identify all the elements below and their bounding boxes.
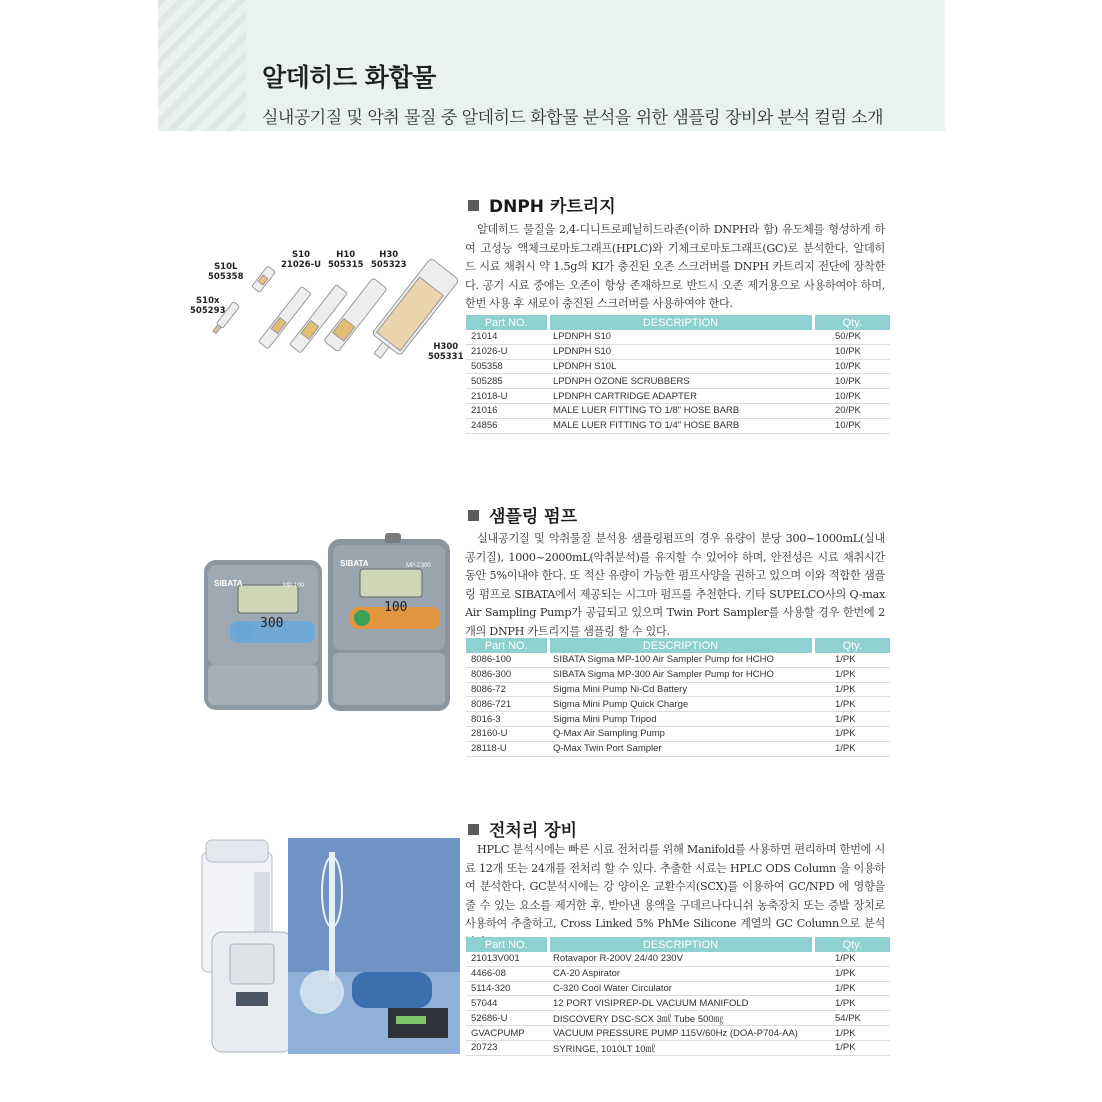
cell-qty: 1/PK xyxy=(813,981,890,996)
cell-desc: Q-Max Air Sampling Pump xyxy=(548,726,813,741)
table-row xyxy=(466,389,890,404)
cell-part: 21013V001 xyxy=(466,952,548,966)
cell-part: 505285 xyxy=(466,374,548,389)
cell-desc: MALE LUER FITTING TO 1/8" HOSE BARB xyxy=(548,403,813,418)
table-row xyxy=(466,653,890,667)
cell-part: 8086-721 xyxy=(466,697,548,712)
cell-desc: 12 PORT VISIPREP-DL VACUUM MANIFOLD xyxy=(548,996,813,1011)
cell-qty: 10/PK xyxy=(813,389,890,404)
table-row xyxy=(466,952,890,966)
table-row xyxy=(466,667,890,682)
table-row xyxy=(466,344,890,359)
cell-desc: C-320 Cool Water Circulator xyxy=(548,981,813,996)
cell-desc: LPDNPH OZONE SCRUBBERS xyxy=(548,374,813,389)
table-row xyxy=(466,682,890,697)
page-subtitle: 실내공기질 및 악취 물질 중 알데히드 화합물 분석을 위한 샘플링 장비와 분석 컬럼 소개 xyxy=(262,108,884,128)
cell-desc: Sigma Mini Pump Ni-Cd Battery xyxy=(548,682,813,697)
table-row xyxy=(466,374,890,389)
cell-desc: Sigma Mini Pump Quick Charge xyxy=(548,697,813,712)
table-row xyxy=(466,741,890,756)
col-part-no: Part NO. xyxy=(466,315,548,330)
pump-display-left: 300 xyxy=(260,616,284,631)
cell-desc: Q-Max Twin Port Sampler xyxy=(548,741,813,756)
col-part-no: Part NO. xyxy=(466,937,548,952)
cell-part: 28118-U xyxy=(466,741,548,756)
cartridge-illustration xyxy=(188,240,463,370)
cell-desc: VACUUM PRESSURE PUMP 115V/60Hz (DOA-P704-AA) xyxy=(548,1026,813,1041)
cell-desc: SIBATA Sigma MP-100 Air Sampler Pump for HCHO xyxy=(548,653,813,667)
cell-qty: 1/PK xyxy=(813,952,890,966)
parts-table-pump xyxy=(466,638,890,757)
table-row xyxy=(466,712,890,727)
cell-desc: Sigma Mini Pump Tripod xyxy=(548,712,813,727)
cell-qty: 10/PK xyxy=(813,359,890,374)
table-row xyxy=(466,981,890,996)
cell-qty: 1/PK xyxy=(813,667,890,682)
cell-part: 21026-U xyxy=(466,344,548,359)
leaf-pattern xyxy=(158,0,246,131)
section-desc-dnph: 알데히드 물질을 2,4-디니트로페닐히드라존(이하 DNPH라 함) 유도체를 형성하게 하여 고성능 액체크로마토그래프(HPLC)와 기체크로마토그래프(GC)로 분석한다. 알데히드 시료 채취시 약 1.5g의 KI가 충진된 오존 스크러버를 DNPH 카트리지 전단에 장착한다. 공기 시료 중에는 오존이 항상 존재하므로 반드시 오존 제거용으로 사용하여야 하며, 한번 사용 후 새로이 충진된 스크러버를 사용하여야 한다. xyxy=(465,223,885,311)
section-title-pretreatment: 전처리 장비 xyxy=(468,816,577,841)
pump-model-left: MP-100 xyxy=(283,583,305,589)
pump-model-right: MP-Σ300 xyxy=(406,563,431,569)
table-row xyxy=(466,403,890,418)
section-title-pump: 샘플링 펌프 xyxy=(468,502,577,527)
bullet-square-icon xyxy=(468,200,479,211)
cell-part: 21016 xyxy=(466,403,548,418)
label-s10l: S10L 505358 xyxy=(208,262,244,282)
cell-desc: Rotavapor R-200V 24/40 230V xyxy=(548,952,813,966)
page-title: 알데히드 화합물 xyxy=(262,63,436,92)
table-row xyxy=(466,996,890,1011)
pump-brand-right: SIBATA xyxy=(340,559,369,568)
bullet-square-icon xyxy=(468,510,479,521)
pretreatment-equipment-image xyxy=(192,832,462,1060)
label-s10x: S10x 505293 xyxy=(190,296,226,316)
section-desc-pretreatment: HPLC 분석시에는 빠른 시료 전처리를 위해 Manifold를 사용하면 편리하며 한번에 시료 12개 또는 24개를 전처리 할 수 있다. 추출한 시료는 HPLC ODS Column 을 이용하여 분석한다. GC분석시에는 강 양이온 교환수지(SCX)를 이용하여 GC/NPD 에 영향을 줄 수 있는 요소를 제거한 후, 받아낸 용액을 구데르나다니쉬 농축장치 또는 증발 장치로 사용하여 추출하고, Cross Linked 5% PhMe Silicone 계열의 GC Column으로 분석 xyxy=(465,843,885,931)
cell-part: 8086-300 xyxy=(466,667,548,682)
section-title-dnph: DNPH 카트리지 xyxy=(468,192,616,217)
parts-table-pretreatment xyxy=(466,937,890,1056)
cell-part: 8016-3 xyxy=(466,712,548,727)
table-row xyxy=(466,726,890,741)
cell-desc: LPDNPH CARTRIDGE ADAPTER xyxy=(548,389,813,404)
cell-qty: 10/PK xyxy=(813,374,890,389)
cell-part: 4466-08 xyxy=(466,966,548,981)
cell-qty: 1/PK xyxy=(813,1026,890,1041)
label-s10: S10 21026-U xyxy=(281,250,322,270)
cell-part: 8086-72 xyxy=(466,682,548,697)
cell-qty: 1/PK xyxy=(813,653,890,667)
cell-qty: 50/PK xyxy=(813,330,890,344)
cell-part: 57044 xyxy=(466,996,548,1011)
cell-desc: DISCOVERY DSC-SCX 3㎖ Tube 500㎎ xyxy=(548,1011,813,1026)
cell-qty: 1/PK xyxy=(813,697,890,712)
col-description: DESCRIPTION xyxy=(548,638,813,653)
cell-part: 505358 xyxy=(466,359,548,374)
col-description: DESCRIPTION xyxy=(548,937,813,952)
table-row xyxy=(466,1011,890,1026)
col-qty: Qty. xyxy=(813,937,890,952)
section-desc-pump: 실내공기질 및 악취물질 분석용 샘플링펌프의 경우 유량이 분당 300~1000mL(실내공기질), 1000~2000mL(악취분석)를 유지할 수 있어야 하며, 안전성은 시료 채취시간 동안 5%이내야 한다. 또 적산 유량이 가능한 펌프사양을 권하고 있으며 이와 적합한 샘플링 펌프로 SIBATA에서 제공되는 시그마 펌프를 추천한다. 기타 SUPELCO사의 Q-max Air Sampling Pump가 공급되고 있으며 Twin Port Sampler를 사용할 경우 한번에 2개의 DNPH 카트리지를 샘플링 할 수 있다. xyxy=(465,532,885,638)
table-row xyxy=(466,359,890,374)
cell-qty: 1/PK xyxy=(813,712,890,727)
pump-display-right: 100 xyxy=(384,600,408,615)
cell-part: 5114-320 xyxy=(466,981,548,996)
table-row xyxy=(466,1026,890,1041)
dnph-cartridge-image xyxy=(188,240,463,370)
cell-qty: 54/PK xyxy=(813,1011,890,1026)
cell-desc: CA-20 Aspirator xyxy=(548,966,813,981)
cell-desc: SYRINGE, 1010LT 10㎖ xyxy=(548,1040,813,1055)
pump-brand-left: SIBATA xyxy=(214,579,243,588)
table-row xyxy=(466,330,890,344)
label-h10: H10 505315 xyxy=(328,250,364,270)
cell-qty: 1/PK xyxy=(813,966,890,981)
cell-desc: LPDNPH S10 xyxy=(548,344,813,359)
cell-part: 28160-U xyxy=(466,726,548,741)
cell-qty: 1/PK xyxy=(813,741,890,756)
cell-qty: 20/PK xyxy=(813,403,890,418)
table-header-row xyxy=(466,315,890,330)
cell-qty: 1/PK xyxy=(813,1040,890,1055)
cell-qty: 1/PK xyxy=(813,682,890,697)
cell-part: 21018-U xyxy=(466,389,548,404)
cell-qty: 1/PK xyxy=(813,996,890,1011)
cell-part: 20723 xyxy=(466,1040,548,1055)
table-row xyxy=(466,966,890,981)
cell-desc: SIBATA Sigma MP-300 Air Sampler Pump for HCHO xyxy=(548,667,813,682)
bullet-square-icon xyxy=(468,824,479,835)
table-row xyxy=(466,1040,890,1055)
cell-part: 8086-100 xyxy=(466,653,548,667)
cell-desc: LPDNPH S10 xyxy=(548,330,813,344)
col-qty: Qty. xyxy=(813,315,890,330)
cell-desc: LPDNPH S10L xyxy=(548,359,813,374)
cell-part: 24856 xyxy=(466,418,548,433)
cell-qty: 1/PK xyxy=(813,726,890,741)
cell-part: 52686-U xyxy=(466,1011,548,1026)
col-part-no: Part NO. xyxy=(466,638,548,653)
label-h30: H30 505323 xyxy=(371,250,407,270)
equipment-illustration xyxy=(192,832,462,1060)
table-header-row xyxy=(466,937,890,952)
label-h300: H300 505331 xyxy=(428,342,464,362)
cell-qty: 10/PK xyxy=(813,344,890,359)
sampling-pump-image xyxy=(200,525,460,720)
table-row xyxy=(466,418,890,433)
cell-desc: MALE LUER FITTING TO 1/4" HOSE BARB xyxy=(548,418,813,433)
cell-part: GVACPUMP xyxy=(466,1026,548,1041)
cell-qty: 10/PK xyxy=(813,418,890,433)
cell-part: 21014 xyxy=(466,330,548,344)
table-row xyxy=(466,697,890,712)
col-qty: Qty. xyxy=(813,638,890,653)
col-description: DESCRIPTION xyxy=(548,315,813,330)
parts-table-dnph xyxy=(466,315,890,434)
table-header-row xyxy=(466,638,890,653)
pump-illustration xyxy=(200,525,460,720)
